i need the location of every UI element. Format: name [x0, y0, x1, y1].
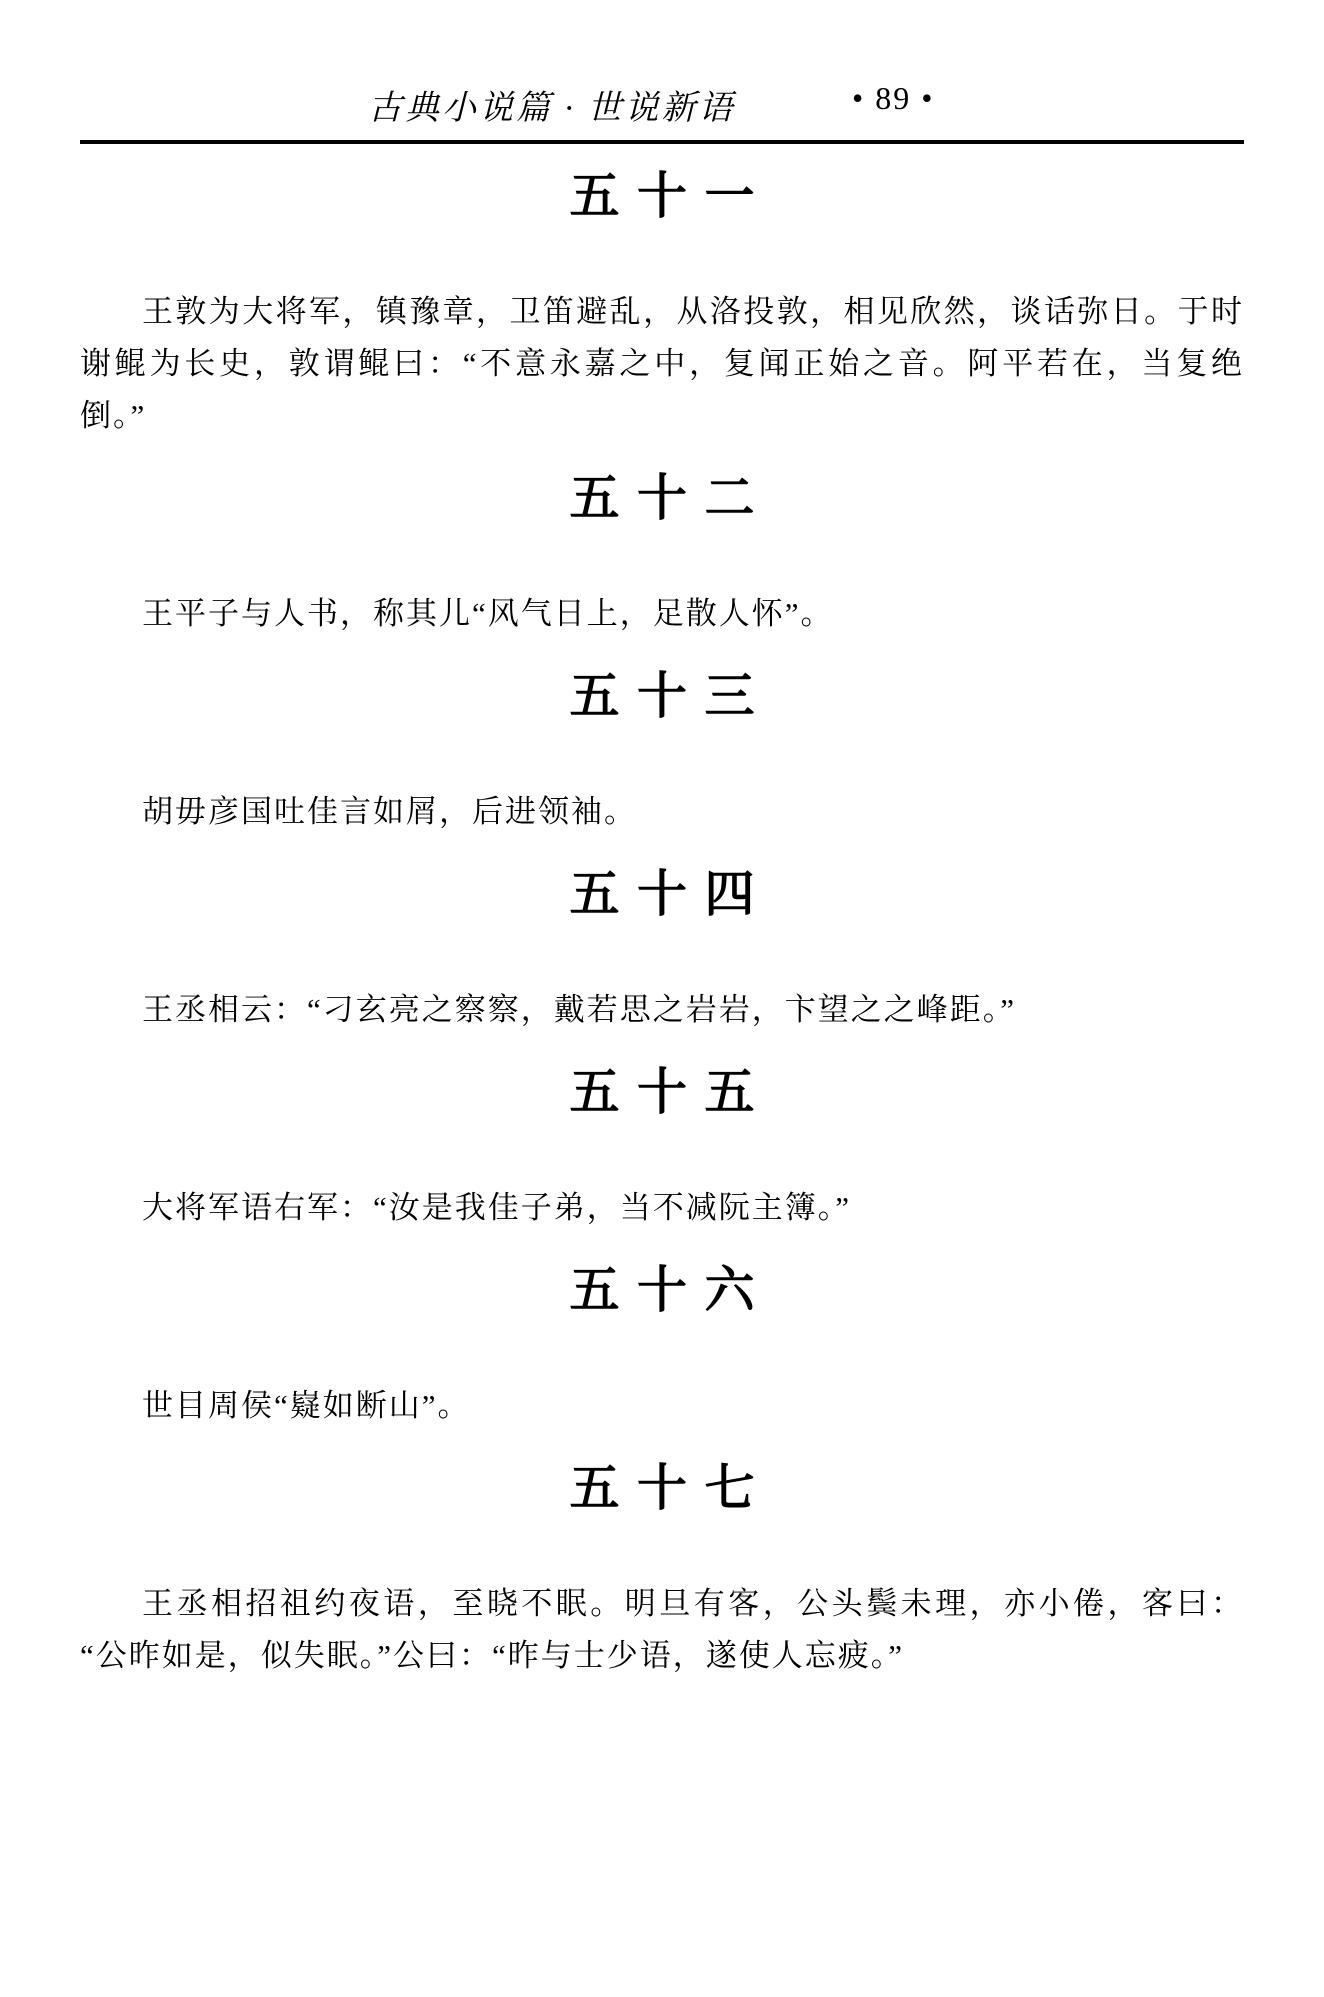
header-rule: [80, 140, 1244, 144]
section-heading: 五十六: [569, 1262, 772, 1318]
section-52: [80, 468, 1244, 640]
section-53: [80, 666, 1244, 838]
section-51: [80, 166, 1244, 442]
section-heading: 五十一: [569, 168, 772, 224]
section-paragraph: 王敦为大将军，镇豫章，卫笛避乱，从洛投敦，相见欣然，谈话弥日。于时谢鲲为长史，敦谓鲲曰：“不意永嘉之中，复闻正始之音。阿平若在，当复绝倒。”: [80, 294, 1244, 433]
section-57: [80, 1458, 1244, 1682]
section-paragraph: 大将军语右军：“汝是我佳子弟，当不减阮主簿。”: [142, 1190, 852, 1225]
section-paragraph: 胡毋彦国吐佳言如屑，后进领袖。: [142, 794, 637, 829]
section-paragraph: 世目周侯“嶷如断山”。: [142, 1388, 471, 1423]
section-heading: 五十三: [569, 668, 772, 724]
section-heading: 五十四: [569, 866, 772, 922]
header-title: 古典小说篇 · 世说新语: [368, 90, 736, 127]
section-paragraph: 王丞相招祖约夜语，至晓不眠。明旦有客，公头鬓未理，亦小倦，客曰：“公昨如是，似失眠。”公曰：“昨与士少语，遂使人忘疲。”: [80, 1586, 1244, 1673]
section-heading: 五十五: [569, 1064, 772, 1120]
section-55: [80, 1062, 1244, 1234]
section-54: [80, 864, 1244, 1036]
page-number: • 89 •: [852, 80, 935, 116]
section-paragraph: 王丞相云：“刁玄亮之察察，戴若思之岩岩，卞望之之峰距。”: [142, 992, 1017, 1027]
section-56: [80, 1260, 1244, 1432]
page-header: [80, 80, 1244, 130]
section-heading: 五十二: [569, 470, 772, 526]
section-paragraph: 王平子与人书，称其儿“风气日上，足散人怀”。: [142, 596, 834, 631]
section-heading: 五十七: [569, 1460, 772, 1516]
